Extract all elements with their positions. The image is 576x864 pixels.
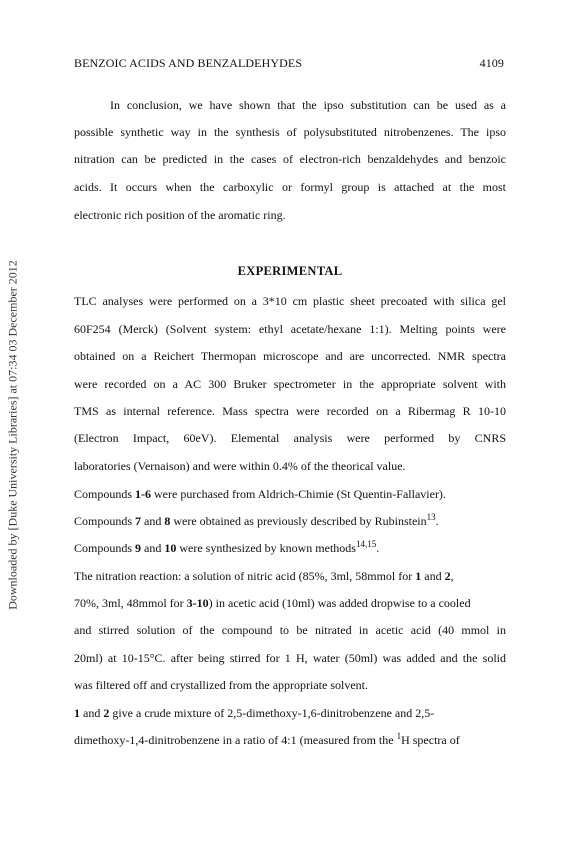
text: , — [450, 569, 454, 583]
text: . — [376, 541, 380, 555]
text: Compounds — [74, 514, 136, 528]
experimental-line: laboratories (Vernaison) and were within 0.4% of the theorical value. — [74, 459, 406, 473]
compounds-line — [74, 541, 506, 555]
compounds-line — [74, 514, 506, 528]
nitration-line: 20ml) at 10-15°C. after being stirred for 1 H, water (50ml) was added and the solid — [74, 651, 506, 665]
text: dimethoxy-1,4-dinitrobenzene in a ratio of 4:1 (measured from the — [74, 733, 397, 747]
conclusion-line: acids. It occurs when the carboxylic or formyl group is attached at the most — [74, 180, 506, 194]
page-number: 4109 — [479, 56, 504, 70]
text: . — [435, 514, 439, 528]
compound-ref: 1 — [74, 706, 80, 720]
text: Compounds — [74, 541, 136, 555]
experimental-line: TMS as internal reference. Mass spectra were recorded on a Ribermag R 10-10 — [74, 404, 506, 418]
text: and — [421, 569, 445, 583]
compound-ref: 3-10 — [186, 596, 209, 610]
compound-ref: 8 — [164, 514, 171, 528]
experimental-line: 60F254 (Merck) (Solvent system: ethyl acetate/hexane 1:1). Melting points were — [74, 322, 506, 336]
text: and — [141, 541, 165, 555]
isotope-sup: 1 — [396, 731, 402, 741]
nitration-line: and stirred solution of the compound to be nitrated in acetic acid (40 mmol in — [74, 623, 506, 637]
conclusion-line: In conclusion, we have shown that the ipso substitution can be used as a — [110, 98, 506, 112]
experimental-line: were recorded on a AC 300 Bruker spectrometer in the appropriate solvent with — [74, 377, 506, 391]
compound-ref: 2 — [444, 569, 451, 583]
products-line — [74, 733, 506, 747]
compound-ref: 7 — [135, 514, 142, 528]
nitration-line — [74, 569, 506, 583]
section-heading: EXPERIMENTAL — [237, 264, 343, 278]
download-watermark — [2, 245, 24, 625]
conclusion-line: possible synthetic way in the synthesis of polysubstituted nitrobenzenes. The ipso — [74, 125, 506, 139]
running-title: BENZOIC ACIDS AND BENZALDEHYDES — [74, 56, 303, 70]
compound-ref: 9 — [135, 541, 142, 555]
download-watermark-text: Downloaded by [Duke University Libraries] at 07:34 03 December 2012 — [5, 260, 20, 610]
text: were synthesized by known methods — [176, 541, 356, 555]
experimental-line: TLC analyses were performed on a 3*10 cm plastic sheet precoated with silica gel — [74, 294, 506, 308]
conclusion-line: nitration can be predicted in the cases of electron-rich benzaldehydes and benzoic — [74, 152, 506, 166]
experimental-line: obtained on a Reichert Thermopan microscope and are uncorrected. NMR spectra — [74, 349, 506, 363]
citation-sup: 13 — [426, 512, 436, 522]
compound-ref: 2 — [103, 706, 110, 720]
text: were obtained as previously described by Rubinstein — [170, 514, 427, 528]
text: give a crude mixture of 2,5-dimethoxy-1,6-dinitrobenzene and 2,5- — [109, 706, 435, 720]
text: and — [141, 514, 165, 528]
text: 70%, 3ml, 48mmol for — [74, 596, 187, 610]
products-line — [74, 706, 506, 720]
text: ) in acetic acid (10ml) was added dropwise to a cooled — [208, 596, 471, 610]
text: H spectra of — [401, 733, 460, 747]
citation-sup: 14,15 — [355, 539, 377, 549]
compound-ref: 1-6 — [135, 487, 152, 501]
conclusion-line: electronic rich position of the aromatic ring. — [74, 208, 286, 222]
compounds-line — [74, 487, 506, 501]
text: The nitration reaction: a solution of nitric acid (85%, 3ml, 58mmol for — [74, 569, 416, 583]
text: were purchased from Aldrich-Chimie (St Quentin-Fallavier). — [151, 487, 446, 501]
experimental-line: (Electron Impact, 60eV). Elemental analysis were performed by CNRS — [74, 431, 506, 445]
nitration-line — [74, 596, 506, 610]
text: Compounds — [74, 487, 136, 501]
compound-ref: 1 — [415, 569, 422, 583]
text: and — [80, 706, 104, 720]
nitration-line: was filtered off and crystallized from the appropriate solvent. — [74, 678, 369, 692]
compound-ref: 10 — [164, 541, 177, 555]
